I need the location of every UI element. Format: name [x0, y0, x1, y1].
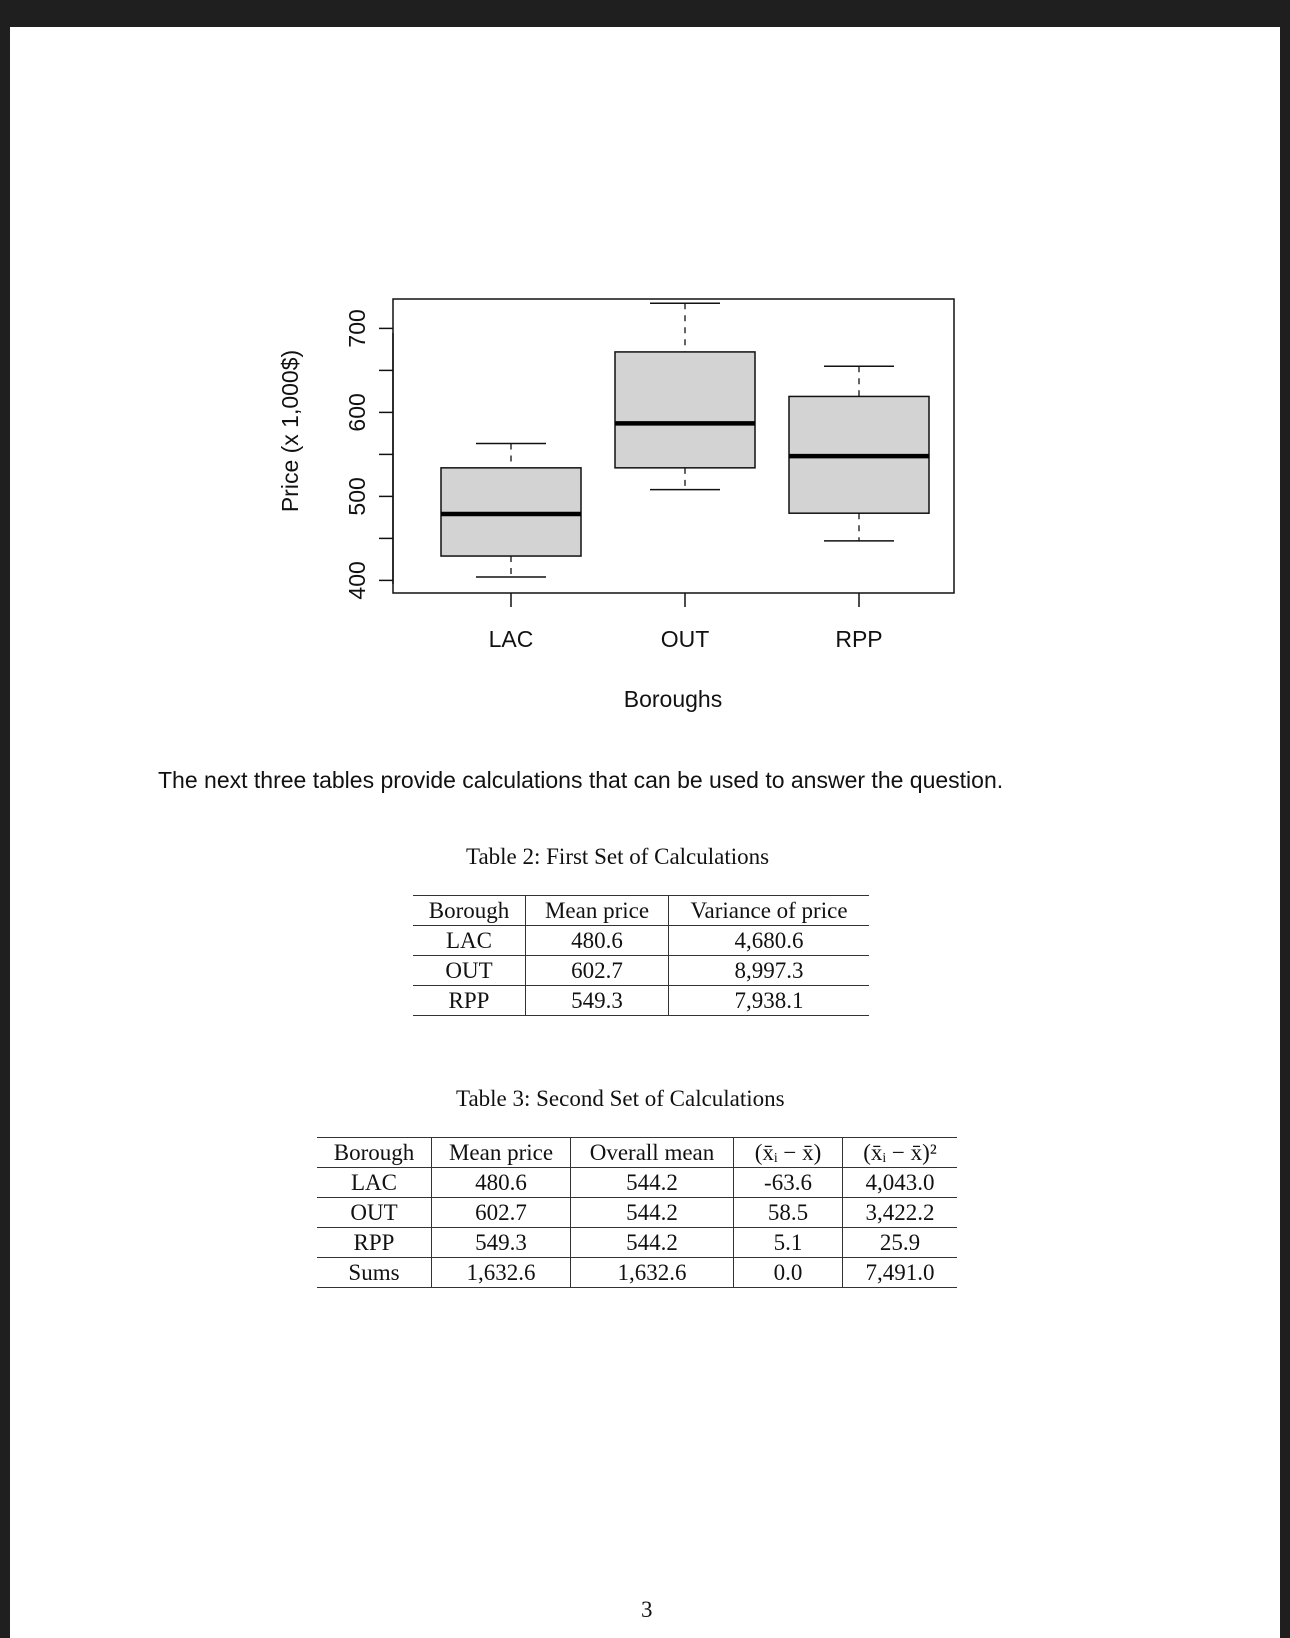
- y-tick-label: 500: [344, 477, 370, 516]
- table-cell: 7,491.0: [865, 1260, 935, 1285]
- table2-caption: Table 2: First Set of Calculations: [466, 844, 770, 869]
- table-cell: 25.9: [879, 1230, 921, 1255]
- table-cell: Sums: [317, 1258, 432, 1288]
- y-tick-label: 700: [344, 309, 370, 348]
- table-row: [317, 1258, 957, 1288]
- table-cell: 4,680.6: [734, 928, 804, 953]
- table-row: [413, 926, 869, 956]
- box-rpp: [789, 366, 929, 541]
- x-axis-title: Boroughs: [623, 686, 723, 712]
- page-number: 3: [641, 1597, 653, 1622]
- table-cell: LAC: [413, 926, 526, 956]
- boxplot-chart: [10, 27, 1280, 747]
- box-iqr: [615, 352, 755, 468]
- table-cell: 480.6: [432, 1168, 571, 1198]
- y-axis-title: Price (x 1,000$): [277, 349, 303, 513]
- table-cell: RPP: [317, 1228, 432, 1258]
- table-cell: 602.7: [432, 1198, 571, 1228]
- y-tick-label: 600: [344, 393, 370, 432]
- table-cell: 0.0: [734, 1258, 843, 1288]
- table3-caption: Table 3: Second Set of Calculations: [456, 1086, 785, 1111]
- table-cell: 1,632.6: [432, 1258, 571, 1288]
- table2-header-borough: Borough: [413, 896, 526, 926]
- table3-header-squared-deviation: (x̄ᵢ − x̄)²: [863, 1140, 937, 1165]
- table-cell: 544.2: [571, 1228, 734, 1258]
- x-tick-label: OUT: [660, 626, 710, 652]
- table-cell: 544.2: [571, 1168, 734, 1198]
- table-row: [317, 1228, 957, 1258]
- table-cell: 58.5: [734, 1198, 843, 1228]
- table2-header-row: [413, 896, 869, 926]
- table2: [413, 895, 869, 1016]
- table-row: [413, 956, 869, 986]
- box-out: [615, 303, 755, 489]
- x-tick-label: RPP: [835, 626, 883, 652]
- intro-paragraph: The next three tables provide calculations that can be used to answer the question.: [158, 767, 1004, 793]
- table-cell: 1,632.6: [571, 1258, 734, 1288]
- table-cell: 549.3: [432, 1228, 571, 1258]
- table-cell: RPP: [413, 986, 526, 1016]
- table-cell: OUT: [413, 956, 526, 986]
- table3-header-borough: Borough: [317, 1138, 432, 1168]
- table3-header-row: [317, 1138, 957, 1168]
- table-cell: 544.2: [571, 1198, 734, 1228]
- table-row: [317, 1168, 957, 1198]
- table-cell: -63.6: [734, 1168, 843, 1198]
- table-row: [413, 986, 869, 1016]
- table2-header-mean: Mean price: [526, 896, 669, 926]
- y-tick-label: 400: [344, 561, 370, 600]
- table-cell: 8,997.3: [734, 958, 804, 983]
- document-page: [10, 27, 1280, 1638]
- table-cell: 7,938.1: [734, 988, 804, 1013]
- table-cell: OUT: [317, 1198, 432, 1228]
- table3: [317, 1137, 957, 1288]
- table-cell: 602.7: [526, 956, 669, 986]
- table-cell: 480.6: [526, 926, 669, 956]
- x-tick-label: LAC: [488, 626, 534, 652]
- table2-header-variance: Variance of price: [690, 898, 848, 923]
- table-cell: 3,422.2: [865, 1200, 935, 1225]
- table-cell: 5.1: [734, 1228, 843, 1258]
- table-cell: 549.3: [526, 986, 669, 1016]
- box-lac: [441, 443, 581, 577]
- table-cell: LAC: [317, 1168, 432, 1198]
- table3-header-mean: Mean price: [432, 1138, 571, 1168]
- table-cell: 4,043.0: [865, 1170, 935, 1195]
- table3-header-overall-mean: Overall mean: [571, 1138, 734, 1168]
- table3-header-deviation: (x̄ᵢ − x̄): [734, 1138, 843, 1168]
- table-row: [317, 1198, 957, 1228]
